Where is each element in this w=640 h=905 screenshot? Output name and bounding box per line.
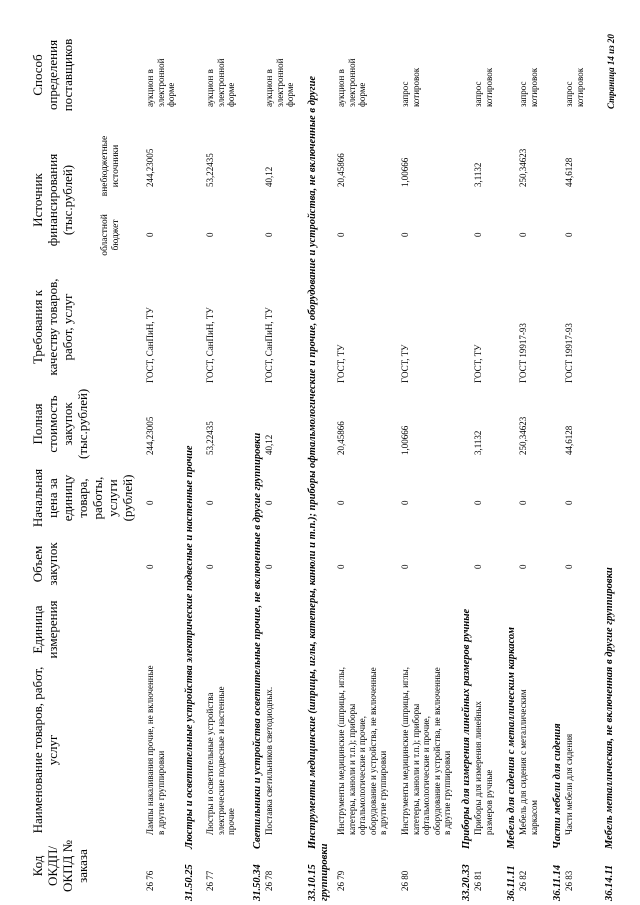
- row-volume: 0: [264, 564, 274, 569]
- row-extra: 244,23005: [145, 148, 155, 187]
- row-price: 0: [264, 500, 274, 505]
- row-regional: 0: [205, 232, 215, 237]
- row-code: 26 81: [473, 870, 483, 891]
- row-code: 26 82: [518, 870, 528, 891]
- row-code: 26 83: [564, 870, 574, 891]
- row-volume: 0: [205, 564, 215, 569]
- row-extra: 53,22435: [205, 153, 215, 187]
- group-heading: 31.50.25Люстры и осветительные устройства электрические подвесные и настенные прочие: [184, 445, 195, 901]
- row-method: аукцион в электронной форме: [336, 58, 367, 107]
- header-name: Наименование товаров, работ, услуг: [30, 666, 60, 834]
- row-code: 26 80: [400, 870, 410, 891]
- row-name: Люстры и осветительные устройства электрические подвесные и настенные прочие: [205, 686, 236, 835]
- row-price: 0: [400, 500, 410, 505]
- row-req: ГОСТ, СанПиН, ТУ: [205, 307, 215, 383]
- row-req: ГОСТ, ТУ: [400, 344, 410, 383]
- row-total: 40,12: [264, 434, 274, 455]
- row-name: Мебель для сидения с металлическим каркасом: [518, 689, 539, 835]
- row-req: ГОСТ 19917-93: [564, 323, 574, 383]
- row-volume: 0: [564, 564, 574, 569]
- row-extra: 20,45866: [336, 153, 346, 187]
- row-req: ГОСТ 19917-93: [518, 323, 528, 383]
- row-method: запрос котировок: [473, 67, 494, 107]
- row-code: 26 79: [336, 870, 346, 891]
- header-source-regional: областной бюджет: [100, 214, 121, 256]
- row-extra: 44,6128: [564, 157, 574, 187]
- row-regional: 0: [564, 232, 574, 237]
- row-req: ГОСТ, СанПиН, ТУ: [145, 307, 155, 383]
- row-extra: 3,1132: [473, 162, 483, 187]
- row-extra: 40,12: [264, 166, 274, 187]
- row-price: 0: [336, 500, 346, 505]
- group-heading: 31.50.34Светильники и устройства осветительные прочие, не включенные в другие группировки: [252, 432, 263, 901]
- row-name: Приборы для измерения линейных размеров ручные: [473, 701, 494, 835]
- group-heading: 33.10.15Инструменты медицинские (шприцы, иглы, катетеры, канюли и т.п.); приборы офтальмологические и прочие, оборудование и устройства, не включенные в другие группировки: [307, 75, 330, 901]
- row-name: Поставка светильников светодиодных.: [264, 686, 274, 835]
- row-total: 44,6128: [564, 425, 574, 455]
- row-volume: 0: [473, 564, 483, 569]
- row-code: 26 76: [145, 870, 155, 891]
- row-price: 0: [518, 500, 528, 505]
- row-volume: 0: [400, 564, 410, 569]
- row-total: 244,23005: [145, 416, 155, 455]
- group-heading: 36.14.11Мебель металлическая, не включенная в другие группировки: [604, 567, 615, 901]
- row-regional: 0: [264, 232, 274, 237]
- row-req: ГОСТ, СанПиН, ТУ: [264, 307, 274, 383]
- row-method: запрос котировок: [518, 67, 539, 107]
- row-name: Инструменты медицинские (шприцы, иглы, катетеры, канюли и т.п.); приборы офтальмологические и прочие, оборудование и устройства, не включенные в другие группировки: [400, 667, 452, 835]
- row-extra: 1,00666: [400, 157, 410, 187]
- row-total: 53,22435: [205, 421, 215, 455]
- row-name: Части мебели для сидения: [564, 733, 574, 835]
- header-volume: Объем закупок: [30, 542, 60, 586]
- header-method: Способ определения поставщиков: [30, 38, 75, 112]
- row-extra: 250,34623: [518, 148, 528, 187]
- row-req: ГОСТ, ТУ: [336, 344, 346, 383]
- row-name: Инструменты медицинские (шприцы, иглы, катетеры, канюли и т.п.); приборы офтальмологические и прочие, оборудование и устройства, не включенные в другие группировки: [336, 667, 388, 835]
- row-volume: 0: [518, 564, 528, 569]
- row-price: 0: [205, 500, 215, 505]
- row-regional: 0: [145, 232, 155, 237]
- row-method: запрос котировок: [564, 67, 585, 107]
- row-method: аукцион в электронной форме: [205, 58, 236, 107]
- group-heading: 33.20.33Приборы для измерения линейных размеров ручные: [461, 608, 472, 901]
- header-source-extra: внебюджетные источники: [100, 135, 121, 197]
- row-method: запрос котировок: [400, 67, 421, 107]
- row-volume: 0: [145, 564, 155, 569]
- row-code: 26 77: [205, 870, 215, 891]
- page-number: Страница 14 из 20: [606, 34, 616, 109]
- row-volume: 0: [336, 564, 346, 569]
- row-total: 20,45866: [336, 421, 346, 455]
- group-heading: 36.11.14Части мебели для сидения: [552, 723, 563, 901]
- header-unit: Единица измерения: [30, 600, 60, 659]
- group-heading: 36.11.11Мебель для сидения с металлическим каркасом: [506, 627, 517, 901]
- row-price: 0: [564, 500, 574, 505]
- row-price: 0: [145, 500, 155, 505]
- row-total: 3,1132: [473, 430, 483, 455]
- header-start-price: Начальная цена за единицу товара, работы, услуги (рублей): [30, 468, 135, 528]
- row-regional: 0: [473, 232, 483, 237]
- row-regional: 0: [400, 232, 410, 237]
- row-name: Лампы накаливания прочие, не включенные в другие группировки: [145, 665, 166, 835]
- row-regional: 0: [336, 232, 346, 237]
- header-source: Источник финансирования (тыс.рублей): [30, 153, 75, 247]
- row-code: 26 78: [264, 870, 274, 891]
- row-price: 0: [473, 500, 483, 505]
- row-method: аукцион в электронной форме: [145, 58, 176, 107]
- row-regional: 0: [518, 232, 528, 237]
- header-requirements: Требования к качеству товаров, работ, услуг: [30, 278, 75, 376]
- header-total-cost: Полная стоимость закупок (тыс.рублей): [30, 388, 90, 459]
- row-method: аукцион в электронной форме: [264, 58, 295, 107]
- row-req: ГОСТ, ТУ: [473, 344, 483, 383]
- row-total: 1,00666: [400, 425, 410, 455]
- row-total: 250,34623: [518, 416, 528, 455]
- header-code: Код ОКДП/ ОКПД № заказа: [30, 840, 90, 892]
